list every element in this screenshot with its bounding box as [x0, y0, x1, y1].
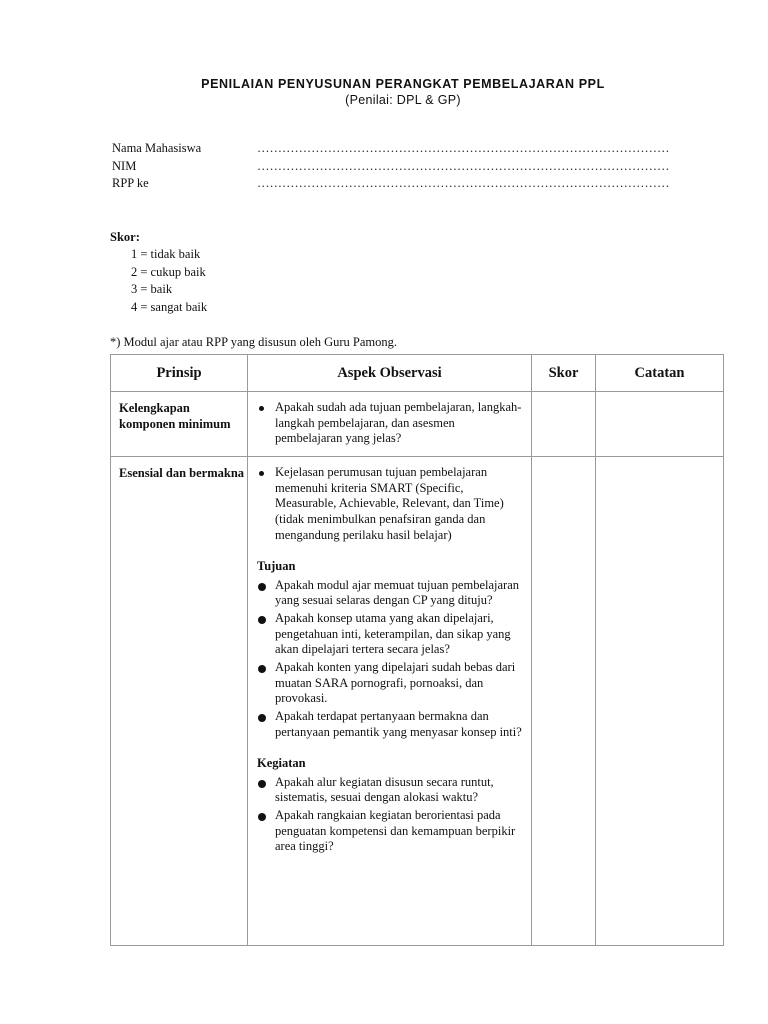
table-row	[111, 457, 724, 946]
aspek-text: Kejelasan perumusan tujuan pembelajaran memenuhi kriteria SMART (Specific, Measurable, Achievable, Relevant, dan Time) (tidak menimbulkan penafsiran ganda dan mengandung perilaku hasil belajar)	[275, 465, 504, 542]
list-item	[254, 660, 523, 707]
score-legend-item: 3 = baik	[131, 282, 173, 296]
bullet-icon	[258, 714, 266, 722]
column-header-aspek: Aspek Observasi	[248, 355, 532, 392]
list-item	[254, 808, 523, 855]
list-item	[254, 400, 523, 447]
score-legend-item: 4 = sangat baik	[131, 300, 208, 314]
bullet-icon	[258, 780, 266, 788]
aspek-cell	[248, 457, 532, 946]
skor-input-cell[interactable]	[532, 457, 596, 946]
aspek-text: Apakah terdapat pertanyaan bermakna dan pertanyaan pemantik yang menyasar konsep inti?	[275, 709, 522, 739]
catatan-input-cell[interactable]	[596, 457, 724, 946]
list-item	[254, 578, 523, 609]
column-header-skor: Skor	[532, 355, 596, 392]
kegiatan-heading: Kegiatan	[257, 755, 306, 770]
tujuan-heading: Tujuan	[257, 558, 296, 573]
bullet-icon	[259, 406, 264, 411]
list-item	[254, 465, 523, 544]
aspek-text: Apakah sudah ada tujuan pembelajaran, langkah-langkah pembelajaran, dan asesmen pembelajaran yang jelas?	[275, 400, 522, 446]
list-item	[254, 611, 523, 658]
bullet-icon	[258, 813, 266, 821]
score-legend-heading: Skor:	[110, 230, 140, 244]
bullet-icon	[258, 583, 266, 591]
footnote: *) Modul ajar atau RPP yang disusun oleh Guru Pamong.	[110, 335, 398, 349]
catatan-input-cell[interactable]	[596, 392, 724, 457]
aspek-text: Apakah modul ajar memuat tujuan pembelajaran yang sesuai selaras dengan CP yang dituju?	[275, 577, 520, 608]
aspek-text: Apakah konten yang dipelajari sudah bebas dari muatan SARA pornografi, pornoaksi, dan provokasi.	[275, 660, 516, 706]
aspek-text: Apakah alur kegiatan disusun secara runtut, sistematis, sesuai dengan alokasi waktu?	[275, 774, 494, 805]
prinsip-cell: Esensial dan bermakna	[111, 457, 248, 946]
bullet-icon	[259, 471, 264, 476]
identity-label: Nama Mahasiswa	[112, 141, 202, 155]
table-header-row	[111, 355, 724, 392]
aspek-list	[254, 400, 523, 447]
identity-label: RPP ke	[112, 176, 149, 190]
column-header-catatan: Catatan	[596, 355, 724, 392]
table-row	[111, 392, 724, 457]
skor-input-cell[interactable]	[532, 392, 596, 457]
prinsip-cell: Kelengkapan komponen minimum	[111, 392, 248, 457]
aspek-text: Apakah konsep utama yang akan dipelajari, pengetahuan inti, keterampilan, dan sikap yang akan dipelajari tertera secara jelas?	[275, 610, 511, 657]
list-item	[254, 775, 523, 806]
aspek-list	[254, 465, 523, 544]
page-title: PENILAIAN PENYUSUNAN PERANGKAT PEMBELAJARAN PPL	[201, 77, 605, 91]
identity-fill-line[interactable]: ………………………………………………………………………………………	[257, 159, 670, 173]
aspek-cell	[248, 392, 532, 457]
identity-label: NIM	[112, 159, 137, 173]
bullet-icon	[258, 665, 266, 673]
score-legend-item: 1 = tidak baik	[131, 247, 201, 261]
page-subtitle: (Penilai: DPL & GP)	[345, 93, 461, 107]
kegiatan-list	[254, 775, 523, 856]
bullet-icon	[258, 616, 266, 624]
observation-table	[110, 354, 724, 946]
score-legend-item: 2 = cukup baik	[131, 265, 206, 279]
identity-fill-line[interactable]: ………………………………………………………………………………………	[257, 176, 670, 190]
aspek-text: Apakah rangkaian kegiatan berorientasi pada penguatan kompetensi dan kemampuan berpikir area tinggi?	[275, 807, 516, 854]
identity-fill-line[interactable]: ………………………………………………………………………………………	[257, 141, 670, 155]
tujuan-list	[254, 578, 523, 741]
column-header-prinsip: Prinsip	[111, 355, 248, 392]
list-item	[254, 709, 523, 740]
